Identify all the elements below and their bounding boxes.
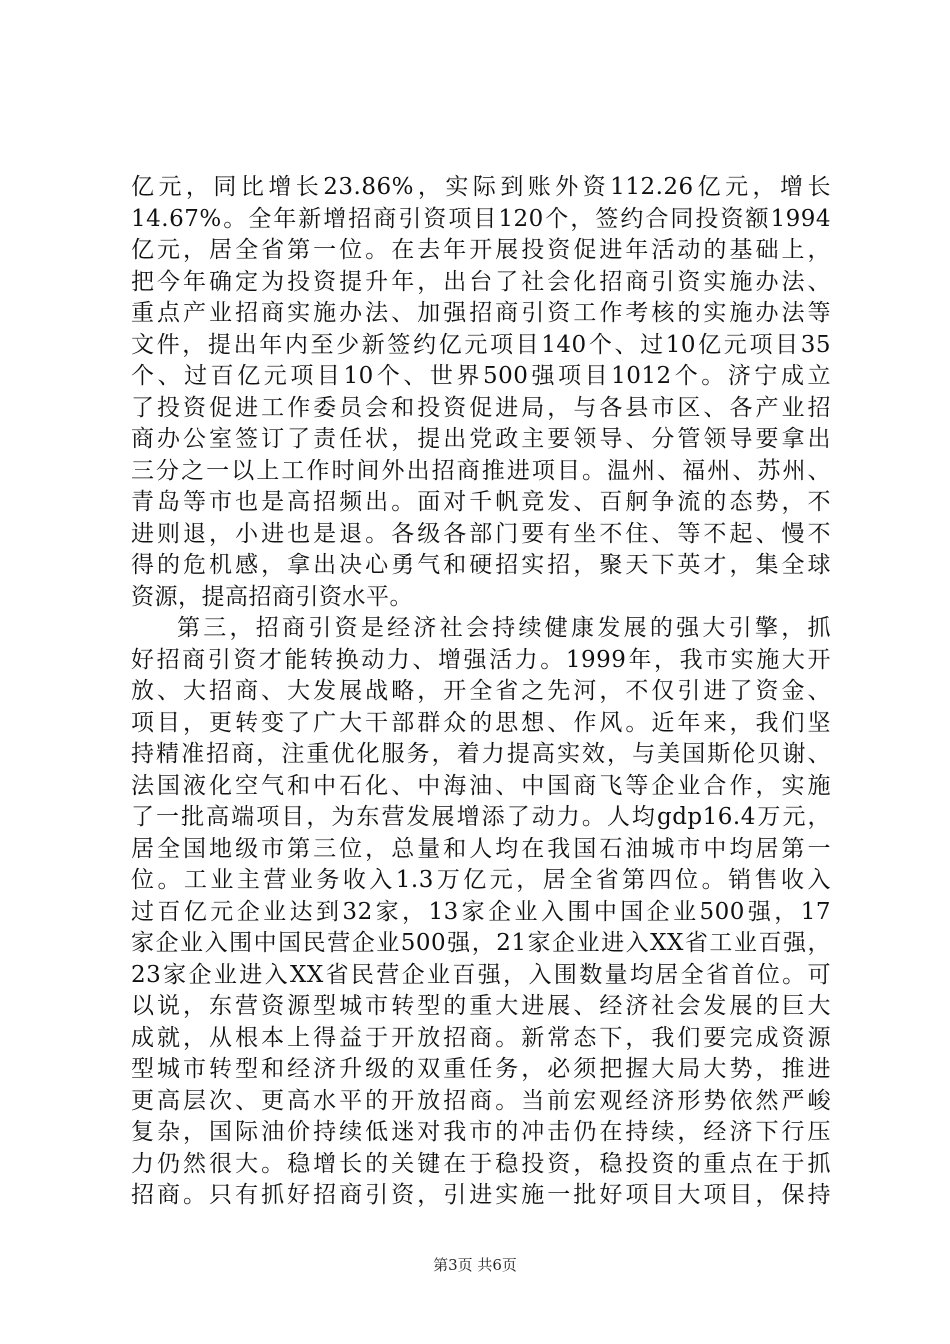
text-line: 了一批高端项目，为东营发展增添了动力。人均gdp16.4万元， <box>131 804 831 830</box>
body-text <box>131 172 831 1212</box>
text-line: 复杂，国际油价持续低迷对我市的冲击仍在持续，经济下行压 <box>131 1119 831 1145</box>
text-line: 招商。只有抓好招商引资，引进实施一批好项目大项目，保持 <box>131 1182 831 1208</box>
text-line: 14.67%。全年新增招商引资项目120个，签约合同投资额1994 <box>131 205 831 232</box>
text-line: 力仍然很大。稳增长的关键在于稳投资，稳投资的重点在于抓 <box>131 1150 831 1177</box>
text-line: 重点产业招商实施办法、加强招商引资工作考核的实施办法等 <box>131 300 831 326</box>
text-line: 亿元，居全省第一位。在去年开展投资促进年活动的基础上， <box>131 237 831 263</box>
paragraph-end-line: 资源，提高招商引资水平。 <box>131 583 413 610</box>
text-line: 以说，东营资源型城市转型的重大进展、经济社会发展的巨大 <box>131 993 831 1019</box>
page-number-footer: 第3页 共6页 <box>433 1256 517 1274</box>
text-line: 商办公室签订了责任状，提出党政主要领导、分管领导要拿出 <box>131 426 831 452</box>
text-line: 三分之一以上工作时间外出招商推进项目。温州、福州、苏州、 <box>131 457 831 484</box>
text-line: 更高层次、更高水平的开放招商。当前宏观经济形势依然严峻 <box>131 1087 831 1114</box>
text-line: 位。工业主营业务收入1.3万亿元，居全省第四位。销售收入 <box>131 867 831 893</box>
text-line: 项目，更转变了广大干部群众的思想、作风。近年来，我们坚 <box>131 709 831 736</box>
text-line: 青岛等市也是高招频出。面对千帆竞发、百舸争流的态势，不 <box>131 489 831 515</box>
text-line: 好招商引资才能转换动力、增强活力。1999年，我市实施大开 <box>131 646 831 673</box>
text-line: 得的危机感，拿出决心勇气和硬招实招，聚天下英才，集全球 <box>131 552 831 578</box>
text-line: 了投资促进工作委员会和投资促进局，与各县市区、各产业招 <box>131 394 831 421</box>
text-line: 居全国地级市第三位，总量和人均在我国石油城市中均居第一 <box>131 835 831 862</box>
text-line: 法国液化空气和中石化、中海油、中国商飞等企业合作，实施 <box>131 772 831 799</box>
text-line: 家企业入围中国民营企业500强，21家企业进入XX省工业百强， <box>131 930 831 956</box>
paragraph-first-line: 第三，招商引资是经济社会持续健康发展的强大引擎，抓 <box>177 615 831 641</box>
text-line: 型城市转型和经济升级的双重任务，必须把握大局大势，推进 <box>131 1056 831 1082</box>
text-line: 过百亿元企业达到32家，13家企业入围中国企业500强，17 <box>131 898 831 925</box>
text-line: 文件，提出年内至少新签约亿元项目140个、过10亿元项目35 <box>131 331 831 358</box>
text-line: 亿元，同比增长23.86%，实际到账外资112.26亿元，增长 <box>131 174 831 200</box>
text-line: 23家企业进入XX省民营企业百强，入围数量均居全省首位。可 <box>131 961 831 988</box>
text-line: 个、过百亿元项目10个、世界500强项目1012个。济宁成立 <box>131 363 831 389</box>
text-line: 成就，从根本上得益于开放招商。新常态下，我们要完成资源 <box>131 1024 831 1051</box>
text-line: 持精准招商，注重优化服务，着力提高实效，与美国斯伦贝谢、 <box>131 741 831 767</box>
text-line: 进则退，小进也是退。各级各部门要有坐不住、等不起、慢不 <box>131 520 831 547</box>
text-line: 把今年确定为投资提升年，出台了社会化招商引资实施办法、 <box>131 268 831 295</box>
text-line: 放、大招商、大发展战略，开全省之先河，不仅引进了资金、 <box>131 678 831 704</box>
